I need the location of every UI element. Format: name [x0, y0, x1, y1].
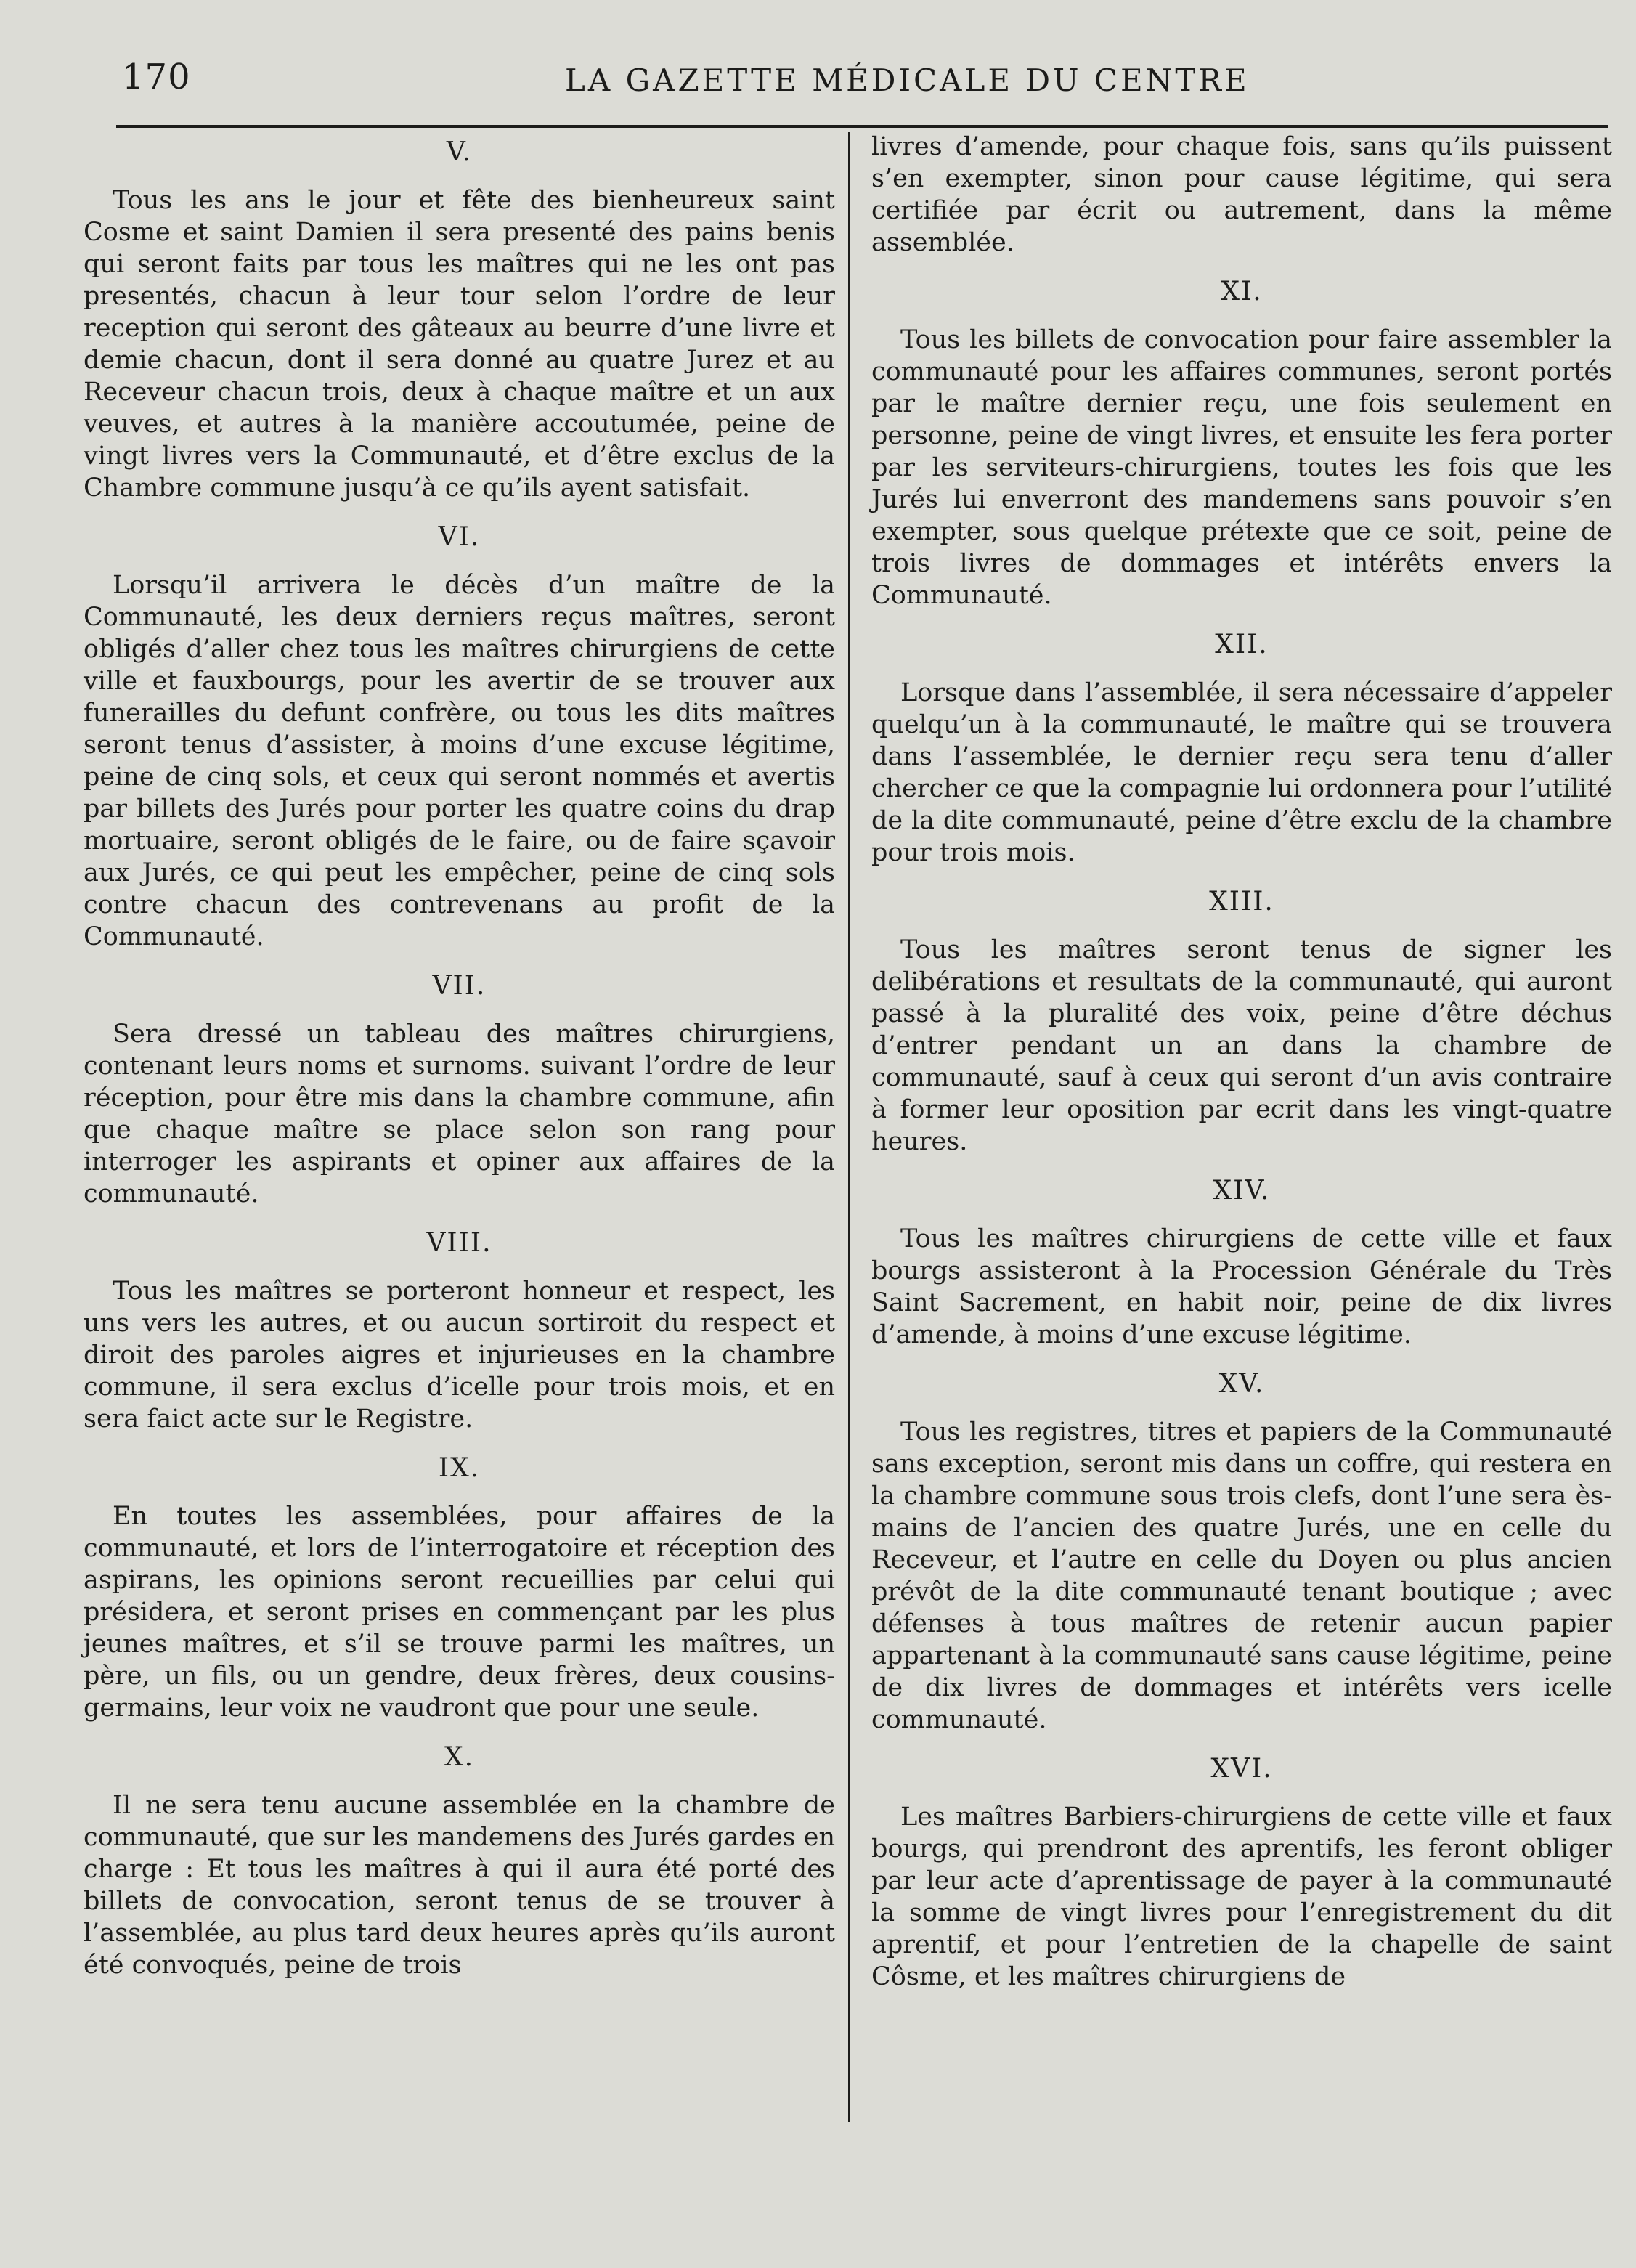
article-xi — [871, 276, 1612, 611]
article-text: Tous les registres, titres et papiers de la Communauté sans exception, seront mis dans un coffre, qui restera en la chambre commune sous trois clefs, dont l’une sera ès-mains de l’ancien des quatre Jurés, une en celle du Receveur, et l’autre en celle du Doyen ou plus ancien prévôt de la dite communauté tenant boutique ; avec défenses à tous maîtres de retenir aucun papier appartenant à la communauté sans cause légitime, peine de dix livres de dommages et intérêts vers icelle communauté. — [871, 1418, 1612, 1734]
article-viii — [84, 1227, 835, 1435]
article-number: XII. — [1215, 630, 1269, 659]
article-number: V. — [446, 137, 473, 167]
article-number: VI. — [438, 522, 481, 552]
article-number: XI. — [1221, 277, 1263, 306]
article-text: Tous les billets de convocation pour faire assembler la communauté pour les affaires communes, seront portés par le maître dernier reçu, une fois seulement en personne, peine de vingt livres, et ensuite les fera porter par les serviteurs-chirurgiens, toutes les fois que les Jurés lui enverront des mandemens sans pouvoir s’en exempter, sous quelque prétexte que ce soit, peine de trois livres de dommages et intérêts envers la Communauté. — [871, 325, 1612, 610]
article-text: Tous les maîtres seront tenus de signer les delibérations et resultats de la communauté, qui auront passé à la pluralité des voix, peine d’être déchus d’entrer pendant un an dans la chambre de communauté, sauf à ceux qui seront d’un avis contraire à former leur oposition par ecrit dans les vingt-quatre heures. — [871, 935, 1612, 1156]
article-number: XV. — [1218, 1369, 1265, 1399]
article-text: En toutes les assemblées, pour affaires de la communauté, et lors de l’interrogatoire et réception des aspirans, les opinions seront recueillies par celui qui présidera, et seront prises en commençant par les plus jeunes maîtres, et s’il se trouve parmi les maîtres, un père, un fils, ou un gendre, deux frères, deux cousins-germains, leur voix ne vaudront que pour une seule. — [84, 1502, 835, 1723]
article-number: XIII. — [1209, 887, 1274, 916]
article-number: IX. — [438, 1453, 481, 1483]
article-vi — [84, 521, 835, 953]
article-number: X. — [444, 1742, 475, 1772]
article-ix — [84, 1452, 835, 1724]
article-text: Tous les maîtres se porteront honneur et respect, les uns vers les autres, et ou aucun sortiroit du respect et diroit des paroles aigres et injurieuses en la chambre commune, il sera exclus d’icelle pour trois mois, et en sera faict acte sur le Registre. — [84, 1277, 835, 1434]
article-text: Les maîtres Barbiers-chirurgiens de cette ville et faux bourgs, qui prendront des aprentifs, les feront obliger par leur acte d’aprentissage de payer à la communauté la somme de vingt livres pour l’enregistrement du dit aprentif, et pour l’entretien de la chapelle de saint Côsme, et les maîtres chirurgiens de — [871, 1802, 1612, 1991]
article-text: Tous les ans le jour et fête des bienheureux saint Cosme et saint Damien il sera presenté des pains benis qui seront faits par tous les maîtres qui ne les ont pas presentés, chacun à leur tour selon l’ordre de leur reception qui seront des gâteaux au beurre d’une livre et demie chacun, dont il sera donné au quatre Jurez et au Receveur chacun trois, deux à chaque maître et un aux veuves, et autres à la manière accoutumée, peine de vingt livres vers la Communauté, et d’être exclus de la Chambre commune jusqu’à ce qu’ils ayent satisfait. — [84, 186, 835, 503]
page-number: 170 — [122, 57, 191, 97]
article-text: Sera dressé un tableau des maîtres chirurgiens, contenant leurs noms et surnoms. suivant l’ordre de leur réception, pour être mis dans la chambre commune, afin que chaque maître se place selon son rang pour interroger les aspirants et opiner aux affaires de la communauté. — [84, 1020, 835, 1208]
article-v — [84, 137, 835, 504]
running-title: LA GAZETTE MÉDICALE DU CENTRE — [565, 62, 1250, 98]
article-x — [84, 1741, 835, 1981]
left-column — [84, 131, 835, 1999]
article-text: Lorsqu’il arrivera le décès d’un maître de la Communauté, les deux derniers reçus maîtres, seront obligés d’aller chez tous les maîtres chirurgiens de cette ville et fauxbourgs, pour les avertir de se trouver aux funerailles du defunt confrère, ou tous les dits maîtres seront tenus d’assister, à moins d’une excuse légitime, peine de cinq sols, et ceux qui seront nommés et avertis par billets des Jurés pour porter les quatre coins du drap mortuaire, seront obligés de le faire, ou de faire sçavoir aux Jurés, ce qui peut les empêcher, peine de cinq sols contre chacun des contrevenans au profit de la Communauté. — [84, 571, 835, 951]
article-text: Il ne sera tenu aucune assemblée en la chambre de communauté, que sur les mandemens des Jurés gardes en charge : Et tous les maîtres à qui il aura été porté des billets de convocation, seront tenus de se trouver à l’assemblée, au plus tard deux heures après qu’ils auront été convoqués, peine de trois — [84, 1791, 835, 1980]
column-divider — [848, 132, 850, 2122]
article-number: VIII. — [426, 1228, 492, 1258]
article-vii — [84, 970, 835, 1210]
article-number: XIV. — [1213, 1176, 1271, 1206]
article-number: XVI. — [1210, 1754, 1273, 1784]
article-xv — [871, 1368, 1612, 1736]
continuation-text: livres d’amende, pour chaque fois, sans qu’ils puissent s’en exempter, sinon pour cause légitime, qui sera certifiée par écrit ou autrement, dans la même assemblée. — [871, 132, 1612, 257]
page-header — [122, 57, 1611, 109]
right-column — [871, 131, 1612, 2010]
article-number: VII. — [432, 971, 487, 1001]
article-xii — [871, 629, 1612, 869]
article-text: Tous les maîtres chirurgiens de cette ville et faux bourgs assisteront à la Procession Générale du Très Saint Sacrement, en habit noir, peine de dix livres d’amende, à moins d’une excuse légitime. — [871, 1224, 1612, 1349]
article-xiii — [871, 886, 1612, 1158]
article-xvi — [871, 1753, 1612, 1993]
article-text: Lorsque dans l’assemblée, il sera nécessaire d’appeler quelqu’un à la communauté, le maître qui se trouvera dans l’assemblée, le dernier reçu sera tenu d’aller chercher ce que la compagnie lui ordonnera pour l’utilité de la dite communauté, peine d’être exclu de la chambre pour trois mois. — [871, 678, 1612, 867]
header-rule — [116, 125, 1608, 128]
article-xiv — [871, 1175, 1612, 1351]
